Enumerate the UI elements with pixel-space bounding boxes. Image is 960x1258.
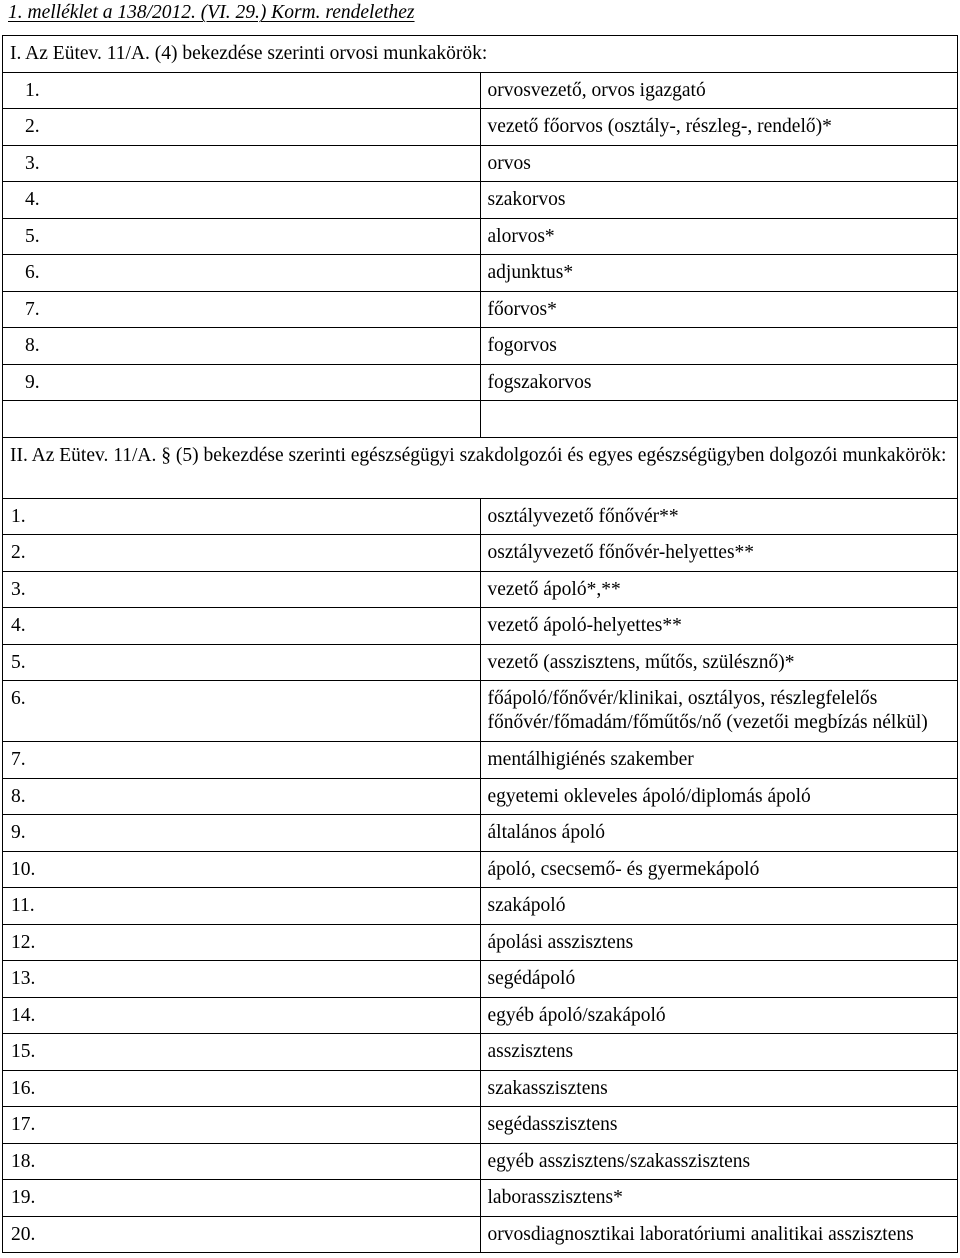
item-text: fogszakorvos xyxy=(480,364,958,401)
item-number: 6. xyxy=(3,255,481,292)
item-number: 15. xyxy=(3,1034,481,1071)
item-text: orvosvezető, orvos igazgató xyxy=(480,72,958,109)
item-text: vezető (asszisztens, műtős, szülésznő)* xyxy=(480,644,958,681)
item-text: alorvos* xyxy=(480,218,958,255)
table-row xyxy=(3,997,958,1034)
empty-cell xyxy=(480,401,958,438)
item-text: ápolási asszisztens xyxy=(480,924,958,961)
item-number: 8. xyxy=(3,778,481,815)
item-text: vezető ápoló-helyettes** xyxy=(480,608,958,645)
item-number: 19. xyxy=(3,1180,481,1217)
table-row xyxy=(3,778,958,815)
item-text: asszisztens xyxy=(480,1034,958,1071)
table-row xyxy=(3,571,958,608)
section1-heading: I. Az Eütev. 11/A. (4) bekezdése szerinti orvosi munkakörök: xyxy=(3,36,958,73)
item-number: 12. xyxy=(3,924,481,961)
item-number: 20. xyxy=(3,1216,481,1253)
item-number: 9. xyxy=(3,815,481,852)
item-text: osztályvezető főnővér-helyettes** xyxy=(480,535,958,572)
item-text: vezető ápoló*,** xyxy=(480,571,958,608)
item-number: 2. xyxy=(3,109,481,146)
table-row xyxy=(3,961,958,998)
empty-cell xyxy=(3,401,481,438)
table-row xyxy=(3,608,958,645)
item-text: vezető főorvos (osztály-, részleg-, rendelő)* xyxy=(480,109,958,146)
table-row xyxy=(3,888,958,925)
table-row xyxy=(3,109,958,146)
item-number: 4. xyxy=(3,182,481,219)
item-text: mentálhigiénés szakember xyxy=(480,742,958,779)
item-number: 11. xyxy=(3,888,481,925)
item-number: 13. xyxy=(3,961,481,998)
table-row xyxy=(3,182,958,219)
item-number: 5. xyxy=(3,644,481,681)
table-row xyxy=(3,924,958,961)
item-number: 17. xyxy=(3,1107,481,1144)
item-number: 9. xyxy=(3,364,481,401)
item-text: orvosdiagnosztikai laboratóriumi analitikai asszisztens xyxy=(480,1216,958,1253)
item-text: szakorvos xyxy=(480,182,958,219)
item-number: 10. xyxy=(3,851,481,888)
item-number: 5. xyxy=(3,218,481,255)
table-row xyxy=(3,851,958,888)
item-text: szakasszisztens xyxy=(480,1070,958,1107)
table-row xyxy=(3,364,958,401)
item-number: 14. xyxy=(3,997,481,1034)
item-text: főorvos* xyxy=(480,291,958,328)
item-number: 16. xyxy=(3,1070,481,1107)
table-row xyxy=(3,498,958,535)
item-text: fogorvos xyxy=(480,328,958,365)
item-number: 2. xyxy=(3,535,481,572)
table-row xyxy=(3,1070,958,1107)
item-text: általános ápoló xyxy=(480,815,958,852)
table-row xyxy=(3,218,958,255)
table-row xyxy=(3,1180,958,1217)
item-text: segédasszisztens xyxy=(480,1107,958,1144)
table-row xyxy=(3,291,958,328)
section2-heading-row xyxy=(3,437,958,498)
item-text: adjunktus* xyxy=(480,255,958,292)
table-row xyxy=(3,72,958,109)
item-number: 3. xyxy=(3,571,481,608)
table-body xyxy=(3,36,958,1253)
table-row xyxy=(3,644,958,681)
table-row xyxy=(3,535,958,572)
item-number: 1. xyxy=(3,72,481,109)
table-row xyxy=(3,145,958,182)
table-row xyxy=(3,1143,958,1180)
item-text: főápoló/főnővér/klinikai, osztályos, részlegfelelős főnővér/főmadám/főműtős/nő (vezetői megbízás nélkül) xyxy=(480,681,958,742)
table-row xyxy=(3,328,958,365)
item-number: 7. xyxy=(3,291,481,328)
item-text: orvos xyxy=(480,145,958,182)
item-text: segédápoló xyxy=(480,961,958,998)
item-number: 18. xyxy=(3,1143,481,1180)
item-number: 7. xyxy=(3,742,481,779)
document-title: 1. melléklet a 138/2012. (VI. 29.) Korm. rendelethez xyxy=(8,2,415,23)
item-text: egyéb asszisztens/szakasszisztens xyxy=(480,1143,958,1180)
table-row xyxy=(3,1107,958,1144)
table-row xyxy=(3,255,958,292)
item-number: 6. xyxy=(3,681,481,742)
section1-heading-row xyxy=(3,36,958,73)
item-number: 8. xyxy=(3,328,481,365)
table-row xyxy=(3,1034,958,1071)
table-row xyxy=(3,1216,958,1253)
item-text: egyéb ápoló/szakápoló xyxy=(480,997,958,1034)
item-text: laborasszisztens* xyxy=(480,1180,958,1217)
table-row xyxy=(3,815,958,852)
item-text: osztályvezető főnővér** xyxy=(480,498,958,535)
item-text: ápoló, csecsemő- és gyermekápoló xyxy=(480,851,958,888)
job-list-table xyxy=(2,35,958,1253)
table-row xyxy=(3,742,958,779)
item-number: 3. xyxy=(3,145,481,182)
item-text: szakápoló xyxy=(480,888,958,925)
empty-row xyxy=(3,401,958,438)
table-row xyxy=(3,681,958,742)
item-number: 1. xyxy=(3,498,481,535)
item-number: 4. xyxy=(3,608,481,645)
item-text: egyetemi okleveles ápoló/diplomás ápoló xyxy=(480,778,958,815)
section2-heading: II. Az Eütev. 11/A. § (5) bekezdése szerinti egészségügyi szakdolgozói és egyes egészségügyben dolgozói munkakörök: xyxy=(3,437,958,498)
